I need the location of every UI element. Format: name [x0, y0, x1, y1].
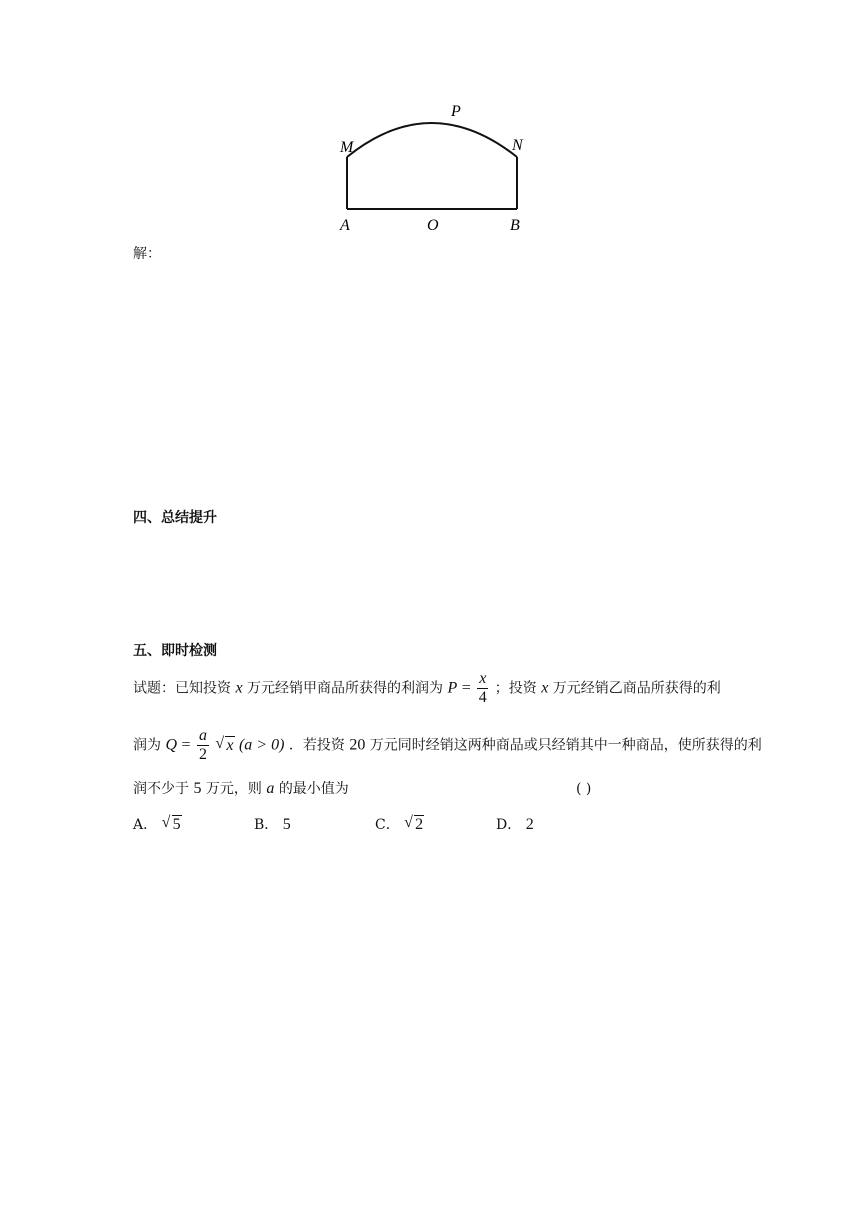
figure-svg — [330, 95, 530, 240]
equals-sign-2: = — [181, 736, 191, 754]
answer-parentheses: ( ) — [576, 781, 592, 797]
option-c-value: √ 2 — [404, 814, 424, 833]
option-a-value: √ 5 — [161, 814, 181, 833]
label-n: N — [512, 137, 523, 154]
section-4-title: 四、总结提升 — [133, 510, 217, 526]
label-p: P — [451, 103, 461, 120]
option-d — [496, 814, 534, 834]
geometry-figure — [330, 95, 530, 240]
number-20: 20 — [349, 736, 366, 754]
section-5-title: 五、即时检测 — [133, 643, 217, 659]
var-a: a — [266, 780, 275, 797]
question-line-3 — [133, 779, 633, 799]
equals-sign: = — [461, 679, 471, 697]
fraction2-numerator: a — [198, 727, 207, 744]
question-text-4: ．若投资 — [288, 737, 345, 754]
option-b — [254, 814, 291, 834]
fraction-a-over-2 — [197, 727, 209, 764]
option-c — [375, 814, 424, 834]
option-a — [133, 814, 182, 834]
option-d-letter: D． — [496, 817, 522, 833]
fraction-x-over-4 — [477, 670, 488, 707]
label-o: O — [427, 217, 439, 234]
question-text-6: 万元，则 — [205, 781, 262, 797]
option-b-letter: B． — [254, 817, 279, 833]
question-text-1: 万元经销甲商品所获得的利润为 — [247, 680, 444, 697]
var-q: Q — [165, 736, 178, 754]
question-text-5: 万元同时经销这两种商品或只经销其中一种商品，使所获得的利 — [369, 737, 762, 754]
option-c-letter: C． — [375, 817, 400, 833]
var-x: x — [235, 679, 243, 697]
var-p: P — [447, 679, 458, 697]
question-intro: 试题：已知投资 — [133, 680, 231, 697]
label-a: A — [340, 217, 350, 234]
option-d-value: 2 — [525, 816, 534, 833]
option-b-value: 5 — [282, 816, 291, 833]
fraction-denominator: 4 — [478, 689, 487, 706]
question-text-3: 万元经销乙商品所获得的利 — [552, 680, 721, 697]
option-a-letter: A． — [133, 817, 158, 833]
fraction2-denominator: 2 — [198, 746, 207, 763]
arc-mpn — [347, 123, 517, 157]
var-x-2: x — [541, 679, 549, 697]
question-line2-start: 润为 — [133, 737, 161, 754]
fraction-numerator: x — [479, 670, 487, 687]
question-text-2: ；投资 — [494, 680, 537, 697]
condition-a-positive: (a > 0) — [238, 736, 285, 754]
question-line-1 — [133, 670, 721, 707]
label-m: M — [340, 139, 354, 156]
label-b: B — [510, 217, 520, 234]
question-line-2 — [133, 727, 762, 764]
solve-label: 解： — [133, 246, 161, 262]
number-5: 5 — [193, 780, 202, 797]
sqrt-x: √ x — [215, 734, 234, 754]
question-text-7: 的最小值为 — [278, 781, 349, 797]
question-line3-start: 润不少于 — [133, 781, 189, 797]
